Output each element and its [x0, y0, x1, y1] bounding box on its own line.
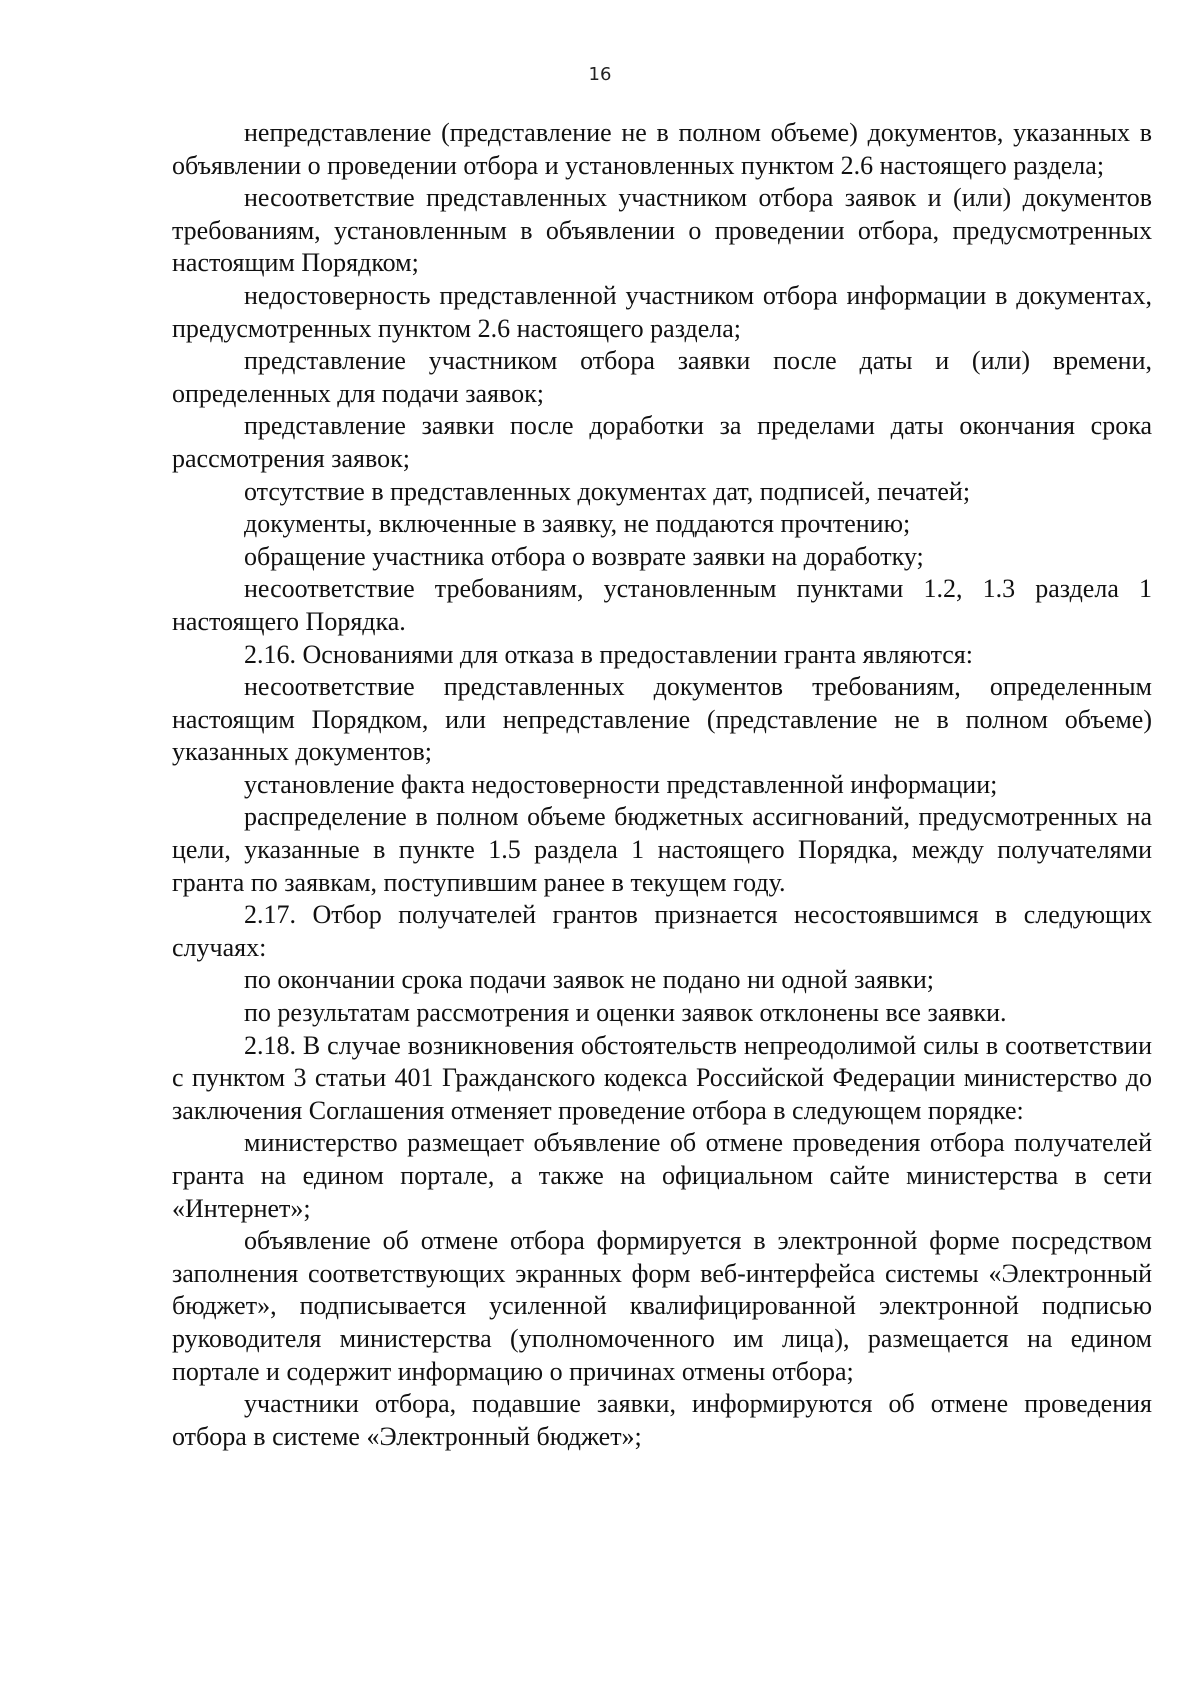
paragraph: представление заявки после доработки за пределами даты окончания срока рассмотрения заявок; [172, 411, 1152, 473]
paragraph: распределение в полном объеме бюджетных ассигнований, предусмотренных на цели, указанные в пункте 1.5 раздела 1 настоящего Порядка, между получателями гранта по заявкам, поступившим ранее в текущем году. [172, 802, 1152, 897]
section-heading-2-18: 2.18. В случае возникновения обстоятельств непреодолимой силы в соответствии с пунктом 3 статьи 401 Гражданского кодекса Российской Федерации министерство до заключения Соглашения отменяет проведение отбора в следующем порядке: [172, 1030, 1152, 1125]
paragraph: министерство размещает объявление об отмене проведения отбора получателей гранта на едином портале, а также на официальном сайте министерства в сети «Интернет»; [172, 1128, 1152, 1223]
paragraph: отсутствие в представленных документах дат, подписей, печатей; [244, 476, 971, 506]
paragraph: участники отбора, подавшие заявки, информируются об отмене проведения отбора в системе «Электронный бюджет»; [172, 1389, 1152, 1451]
paragraph: несоответствие требованиям, установленным пунктами 1.2, 1.3 раздела 1 настоящего Порядка. [172, 574, 1152, 636]
paragraph: непредставление (представление не в полном объеме) документов, указанных в объявлении о проведении отбора и установленных пунктом 2.6 настоящего раздела; [172, 118, 1152, 180]
paragraph: несоответствие представленных участником отбора заявок и (или) документов требованиям, установленным в объявлении о проведении отбора, предусмотренных настоящим Порядком; [172, 183, 1152, 278]
paragraph: документы, включенные в заявку, не поддаются прочтению; [244, 509, 911, 539]
paragraph: недостоверность представленной участником отбора информации в документах, предусмотренных пунктом 2.6 настоящего раздела; [172, 280, 1152, 343]
paragraph: по окончании срока подачи заявок не подано ни одной заявки; [244, 965, 934, 995]
document-body [172, 117, 1152, 1453]
paragraph: несоответствие представленных документов требованиям, определенным настоящим Порядком, или непредставление (представление не в полном объеме) указанных документов; [172, 672, 1152, 767]
paragraph: установление факта недостоверности представленной информации; [244, 769, 998, 799]
section-heading-2-17: 2.17. Отбор получателей грантов признается несостоявшимся в следующих случаях: [172, 900, 1152, 962]
paragraph: объявление об отмене отбора формируется в электронной форме посредством заполнения соответствующих экранных форм веб-интерфейса системы «Электронный бюджет», подписывается усиленной квалифицированной электронной подписью руководителя министерства (уполномоченного им лица), размещается на едином портале и содержит информацию о причинах отмены отбора; [172, 1226, 1152, 1386]
page-number: 16 [588, 64, 612, 85]
section-heading-2-16: 2.16. Основаниями для отказа в предоставлении гранта являются: [244, 639, 973, 669]
paragraph: обращение участника отбора о возврате заявки на доработку; [244, 541, 924, 571]
paragraph: представление участником отбора заявки после даты и (или) времени, определенных для подачи заявок; [172, 346, 1152, 408]
paragraph: по результатам рассмотрения и оценки заявок отклонены все заявки. [244, 998, 1007, 1028]
